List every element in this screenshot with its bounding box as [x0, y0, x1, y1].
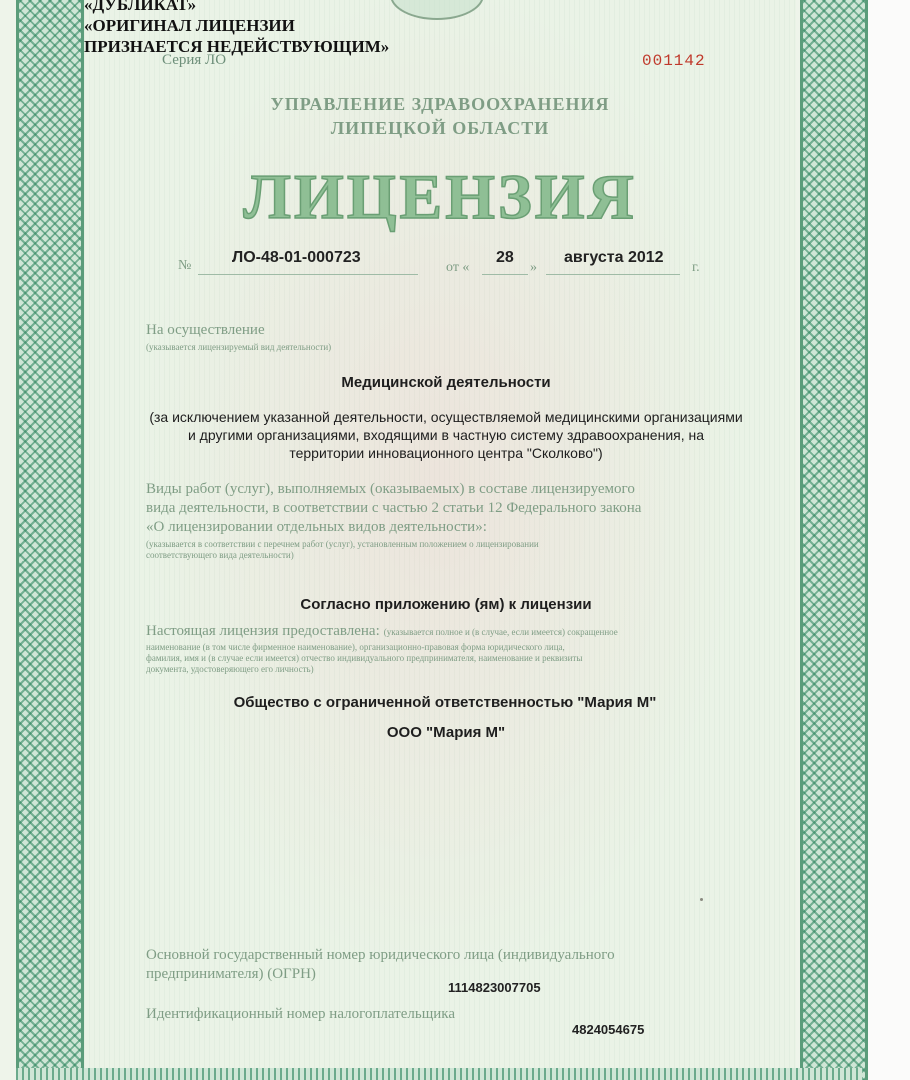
ogrn-value: 1114823007705 — [448, 980, 541, 995]
exclusion-line: (за исключением указанной деятельности, осуществляемой медицинскими организациями — [149, 409, 743, 425]
duplicate-stamp-line: ПРИЗНАЕТСЯ НЕДЕЙСТВУЮЩИМ» — [84, 37, 390, 56]
activity-label: На осуществление — [146, 322, 265, 338]
day-underline — [482, 274, 528, 275]
series-label: Серия ЛО — [162, 52, 227, 68]
guilloche-border-bottom — [16, 1068, 862, 1080]
year-suffix: г. — [692, 260, 700, 275]
month-underline — [546, 274, 680, 275]
document-title: ЛИЦЕНЗИЯ — [243, 161, 637, 232]
works-hint — [146, 539, 738, 561]
works-label-line: Виды работ (услуг), выполняемых (оказываемых) в составе лицензируемого — [146, 481, 635, 497]
issuing-authority — [160, 92, 720, 140]
number-sign: № — [178, 258, 192, 273]
licensee-hint-line: наименование (в том числе фирменное наименование), организационно-правовая форма юридического лица, — [146, 642, 565, 652]
inn-label: Идентификационный номер налогоплательщика — [146, 1006, 456, 1022]
licensee-hint: (указывается полное и (в случае, если имеется) сокращенное — [383, 627, 618, 637]
authority-line: ЛИПЕЦКОЙ ОБЛАСТИ — [330, 118, 550, 138]
licensee-label-block — [146, 622, 738, 640]
ogrn-label — [146, 946, 738, 984]
inn-value: 4824054675 — [572, 1022, 645, 1037]
date-from-label: от « — [446, 260, 470, 275]
duplicate-stamp-line: «ОРИГИНАЛ ЛИЦЕНЗИИ — [84, 16, 295, 35]
duplicate-stamp-line: «ДУБЛИКАТ» — [84, 0, 197, 14]
licensee-full-name: Общество с ограниченной ответственностью "Мария М" — [233, 694, 657, 711]
exclusion-line: территории инновационного центра "Сколково") — [289, 445, 603, 461]
works-value: Согласно приложению (ям) к лицензии — [300, 596, 592, 613]
guilloche-border-right — [800, 0, 868, 1080]
authority-line: УПРАВЛЕНИЕ ЗДРАВООХРАНЕНИЯ — [270, 94, 610, 114]
close-quote: » — [530, 260, 537, 275]
license-day: 28 — [496, 249, 514, 266]
licensee-hint-line: документа, удостоверяющего его личность) — [146, 664, 314, 674]
guilloche-border-left — [16, 0, 84, 1080]
licensee-short-name: ООО "Мария М" — [386, 724, 506, 741]
ogrn-label-line: Основной государственный номер юридического лица (индивидуального — [146, 947, 615, 963]
exclusion-line: и другими организациями, входящими в частную систему здравоохранения, на — [187, 427, 705, 443]
works-hint-line: соответствующего вида деятельности) — [146, 550, 294, 560]
activity-hint: (указывается лицензируемый вид деятельности) — [146, 342, 332, 352]
works-hint-line: (указывается в соответствии с перечнем работ (услуг), установленным положением о лицензировании — [146, 539, 539, 549]
works-label — [146, 480, 738, 537]
works-label-line: «О лицензировании отдельных видов деятельности»: — [146, 519, 487, 535]
licensee-hint-block — [146, 642, 738, 675]
scan-speck — [700, 898, 703, 901]
license-number: ЛО-48-01-000723 — [232, 249, 361, 266]
license-month-year: августа 2012 — [564, 249, 664, 266]
activity-name: Медицинской деятельности — [341, 374, 551, 391]
ogrn-label-line: предпринимателя) (ОГРН) — [146, 966, 316, 982]
serial-number: 001142 — [642, 52, 706, 70]
activity-exclusion — [112, 408, 780, 462]
scan-margin — [866, 0, 910, 1080]
licensee-label: Настоящая лицензия предоставлена: — [146, 623, 380, 639]
works-label-line: вида деятельности, в соответствии с частью 2 статьи 12 Федерального закона — [146, 500, 642, 516]
licensee-hint-line: фамилия, имя и (в случае если имеется) отчество индивидуального предпринимателя, наименование и реквизиты — [146, 653, 583, 663]
duplicate-stamp — [84, 0, 390, 57]
number-underline — [198, 274, 418, 275]
